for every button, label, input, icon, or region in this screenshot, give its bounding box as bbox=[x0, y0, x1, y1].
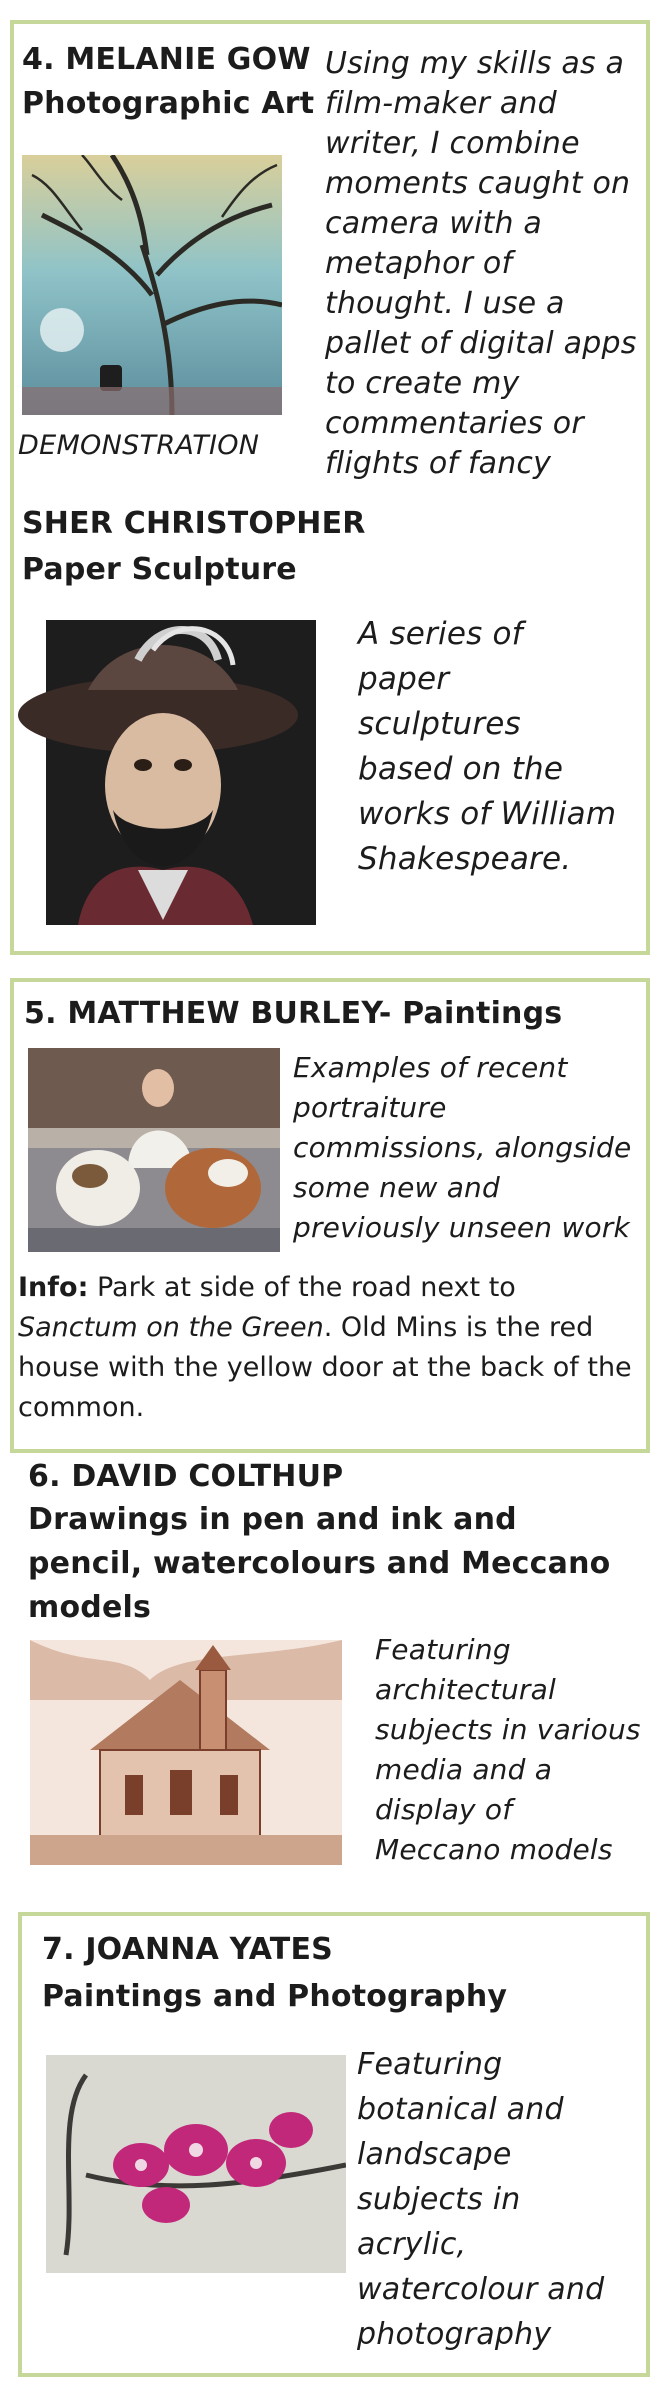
sher-christopher-sculpture bbox=[18, 620, 316, 925]
sher-medium: Paper Sculpture bbox=[22, 552, 297, 587]
section-5-info bbox=[18, 1268, 638, 1428]
section-4-subtitle: Photographic Art bbox=[22, 86, 315, 121]
section-7-subtitle: Paintings and Photography bbox=[42, 1979, 508, 2014]
joanna-yates-orchid bbox=[46, 2055, 346, 2273]
section-7-description: Featuring botanical and landscape subjects in acrylic, watercolour and photography bbox=[357, 2047, 605, 2352]
section-5-description: Examples of recent portraiture commissions, alongside some new and previously unseen work bbox=[293, 1051, 632, 1244]
section-6-title: 6. DAVID COLTHUP bbox=[28, 1459, 344, 1494]
sher-name: SHER CHRISTOPHER bbox=[22, 506, 366, 541]
info-text-1: Park at side of the road next to bbox=[88, 1272, 516, 1303]
matthew-burley-painting bbox=[28, 1048, 280, 1252]
info-venue: Sanctum on the Green bbox=[18, 1312, 324, 1343]
section-6-description: Featuring architectural subjects in various media and a display of Meccano models bbox=[375, 1633, 641, 1866]
info-label: Info: bbox=[18, 1272, 89, 1303]
section-7-title: 7. JOANNA YATES bbox=[42, 1932, 333, 1967]
david-colthup-drawing bbox=[30, 1640, 342, 1865]
section-4-description: Using my skills as a film-maker and writer, I combine moments caught on camera with a metaphor of thought. I use a pallet of digital apps to create my commentaries or flights of fancy bbox=[325, 46, 637, 481]
section-4-title: 4. MELANIE GOW bbox=[22, 42, 311, 77]
sher-description: A series of paper sculptures based on the works of William Shakespeare. bbox=[358, 616, 617, 877]
section-5-title: 5. MATTHEW BURLEY- Paintings bbox=[24, 996, 563, 1031]
melanie-gow-artwork bbox=[22, 155, 282, 415]
demonstration-caption: DEMONSTRATION bbox=[18, 430, 260, 461]
info-text-2: . Old Mins is the red house with the yellow door at the back of the common. bbox=[18, 1312, 632, 1423]
section-6-subtitle: Drawings in pen and ink and pencil, watercolours and Meccano models bbox=[28, 1502, 611, 1625]
